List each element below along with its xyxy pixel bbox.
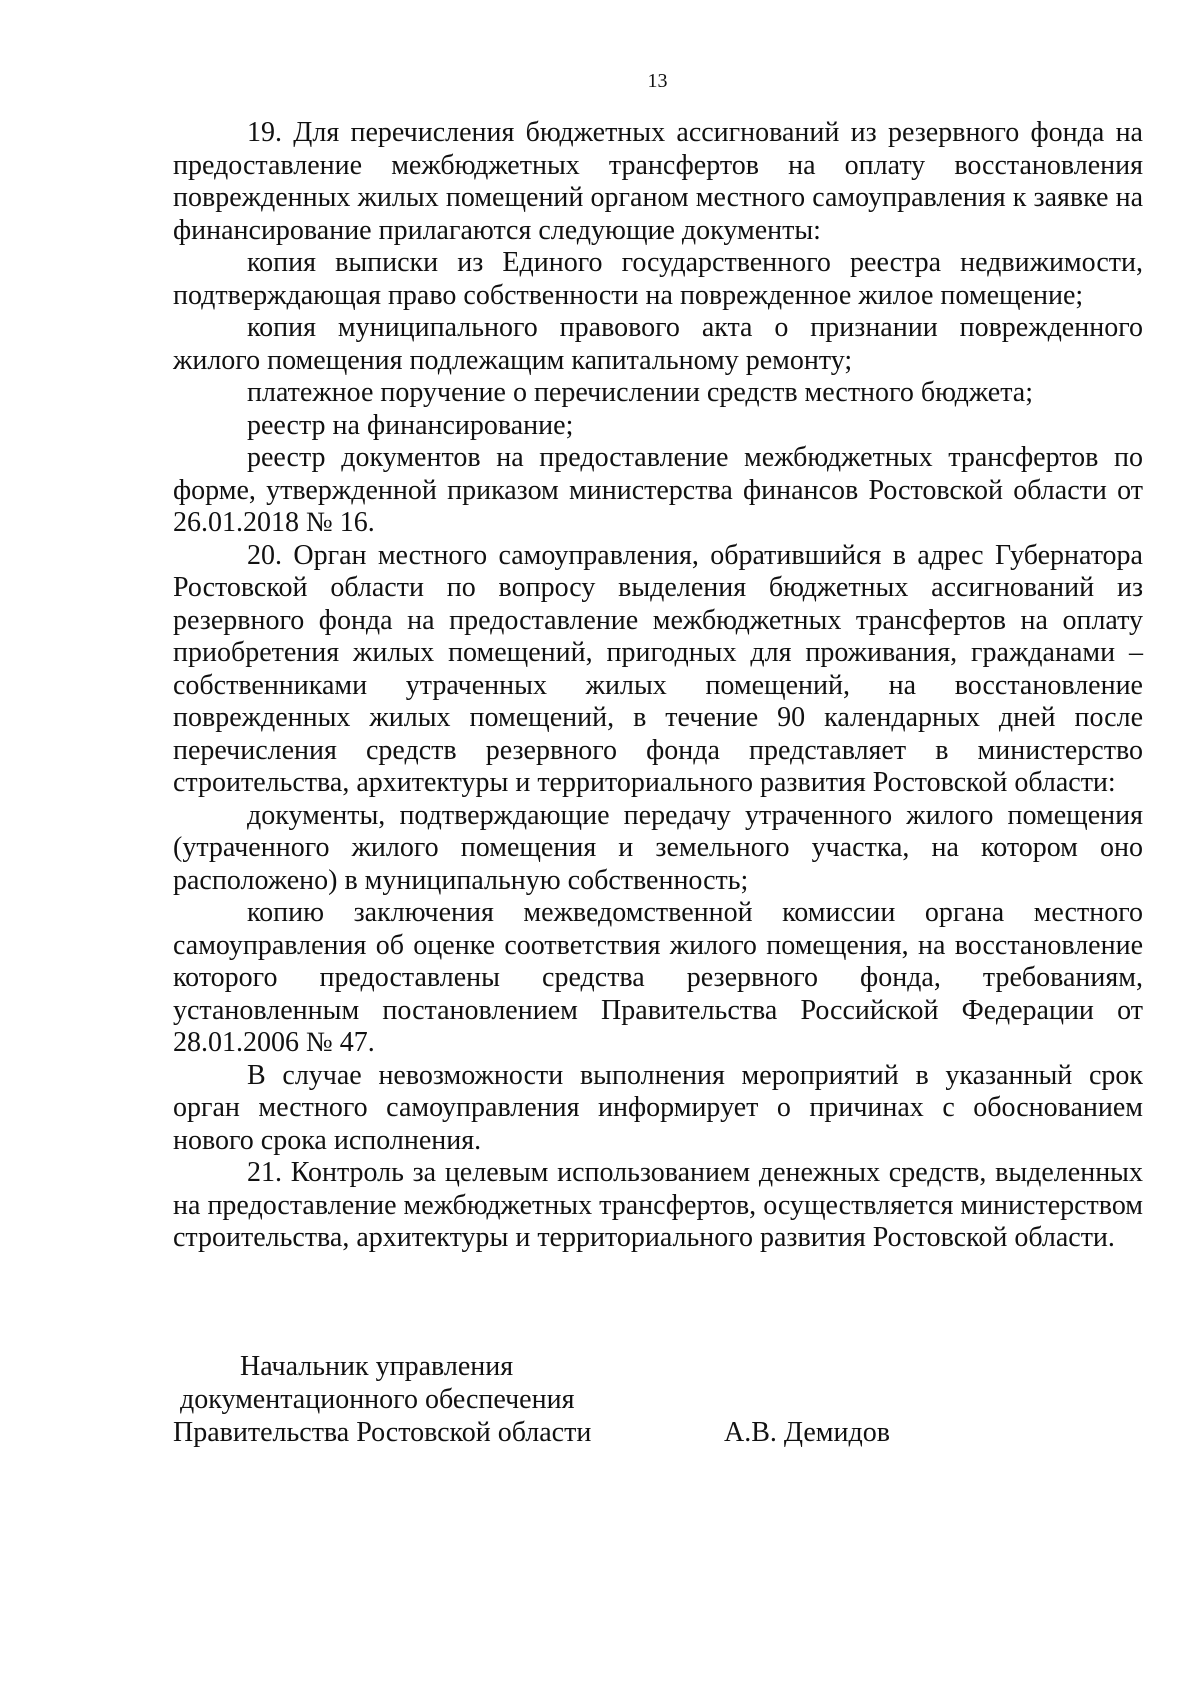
list-item-egrn-extract: копия выписки из Единого государственного реестра недвижимости, подтверждающая право собственности на поврежденное жилое помещение; xyxy=(173,247,1143,311)
signatory-title-line-2: документационного обеспечения xyxy=(180,1384,575,1415)
document-body xyxy=(173,117,1143,1255)
signatory-title-line-3: Правительства Ростовской области xyxy=(173,1417,592,1448)
signatory-title-line-1: Начальник управления xyxy=(240,1351,514,1382)
paragraph-21: 21. Контроль за целевым использованием денежных средств, выделенных на предоставление межбюджетных трансфертов, осуществляется министерством строительства, архитектуры и территориального развития Ростовской области. xyxy=(173,1157,1143,1253)
signature-block xyxy=(173,1350,973,1449)
list-item-payment-order: платежное поручение о перечислении средств местного бюджета; xyxy=(247,377,1034,408)
paragraph-deadline-notice: В случае невозможности выполнения мероприятий в указанный срок орган местного самоуправления информирует о причинах с обоснованием нового срока исполнения. xyxy=(173,1059,1143,1156)
page-number: 13 xyxy=(647,70,668,92)
list-item-financing-register: реестр на финансирование; xyxy=(247,409,574,441)
list-item-municipal-act: копия муниципального правового акта о признании поврежденного жилого помещения подлежащим капитальному ремонту; xyxy=(173,312,1143,376)
list-item-commission-conclusion: копию заключения межведомственной комиссии органа местного самоуправления об оценке соответствия жилого помещения, на восстановление которого предоставлены средства резервного фонда, требованиям, установленным постановлением Правительства Российской Федерации от 28.01.2006 № 47. xyxy=(173,897,1143,1058)
paragraph-20: 20. Орган местного самоуправления, обратившийся в адрес Губернатора Ростовской области по вопросу выделения бюджетных ассигнований из резервного фонда на предоставление межбюджетных трансфертов на оплату приобретения жилых помещений, пригодных для проживания, гражданами – собственниками утраченных жилых помещений, на восстановление поврежденных жилых помещений, в течение 90 календарных дней после перечисления средств резервного фонда представляет в министерство строительства, архитектуры и территориального развития Ростовской области: xyxy=(173,539,1143,798)
paragraph-19: 19. Для перечисления бюджетных ассигнований из резервного фонда на предоставление межбюджетных трансфертов на оплату восстановления поврежденных жилых помещений органом местного самоуправления к заявке на финансирование прилагаются следующие документы: xyxy=(173,117,1143,246)
list-item-documents-register: реестр документов на предоставление межбюджетных трансфертов по форме, утвержденной приказом министерства финансов Ростовской области от 26.01.2018 № 16. xyxy=(173,442,1143,538)
list-item-transfer-documents: документы, подтверждающие передачу утраченного жилого помещения (утраченного жилого помещения и земельного участка, на котором оно расположено) в муниципальную собственность; xyxy=(173,799,1143,896)
signatory-name: А.В. Демидов xyxy=(724,1417,890,1448)
